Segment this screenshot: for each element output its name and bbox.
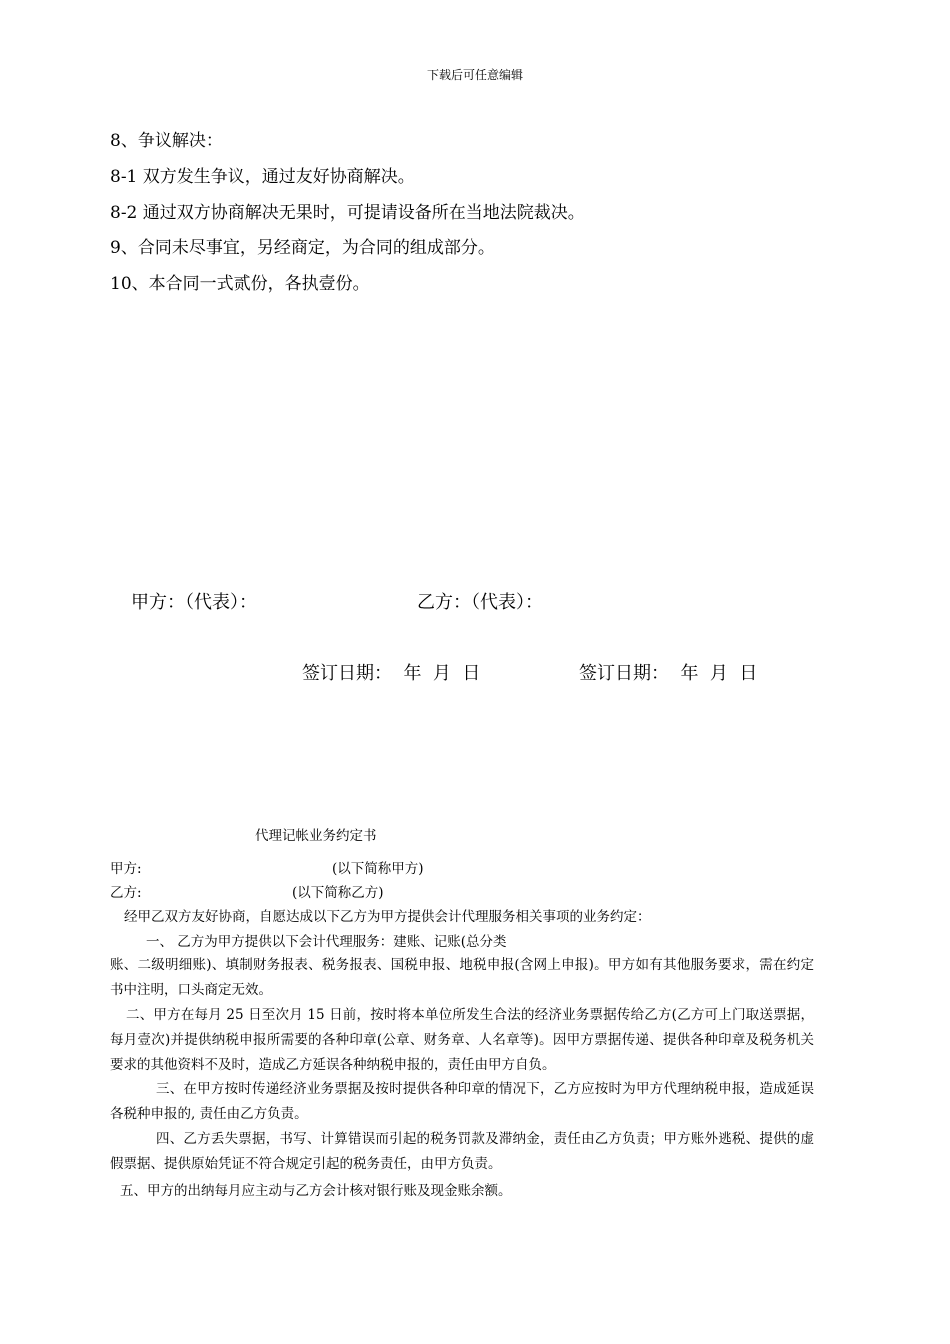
clause-9: 9、合同未尽事宜，另经商定，为合同的组成部分。	[110, 238, 495, 258]
agreement-item-1-first-line: 一、 乙方为甲方提供以下会计代理服务：建账、记账(总分类	[146, 934, 507, 950]
agreement-item-3: 三、在甲方按时传递经济业务票据及按时提供各种印章的情况下，乙方应按时为甲方代理纳税申报，造成延误各税种申报的, 责任由乙方负责。	[110, 1081, 814, 1122]
agreement-item-5: 五、甲方的出纳每月应主动与乙方会计核对银行账及现金账余额。	[120, 1183, 512, 1199]
agreement-party-a-note: (以下简称甲方)	[332, 861, 424, 877]
clause-8: 8、争议解决：	[110, 131, 223, 151]
agreement-party-a-label: 甲方:	[110, 861, 142, 877]
party-b-signature-label: 乙方：（代表）：	[417, 592, 543, 613]
agreement-party-b-note: (以下简称乙方)	[292, 885, 384, 901]
agreement-item-1-continued: 账、二级明细账)、填制财务报表、税务报表、国税申报、地税申报(含网上申报)。甲方如有其他服务要求，需在约定书中注明，口头商定无效。	[110, 957, 814, 998]
clause-10: 10、本合同一式贰份，各执壹份。	[110, 274, 370, 294]
party-a-sign-date: 签订日期： 年 月 日	[302, 663, 481, 684]
party-b-sign-date: 签订日期： 年 月 日	[579, 663, 758, 684]
page-header: 下载后可任意编辑	[426, 68, 523, 82]
agreement-item-4: 四、乙方丢失票据，书写、计算错误而引起的税务罚款及滞纳金，责任由乙方负责；甲方账外逃税、提供的虚假票据、提供原始凭证不符合规定引起的税务责任，由甲方负责。	[110, 1131, 814, 1172]
agreement-party-b-label: 乙方:	[110, 885, 142, 901]
clause-8-1: 8-1 双方发生争议，通过友好协商解决。	[110, 167, 415, 187]
party-a-signature-label: 甲方：（代表）：	[131, 592, 257, 613]
agreement-title: 代理记帐业务约定书	[255, 828, 377, 844]
agreement-intro: 经甲乙双方友好协商，自愿达成以下乙方为甲方提供会计代理服务相关事项的业务约定：	[124, 909, 651, 925]
clause-8-2: 8-2 通过双方协商解决无果时，可提请设备所在当地法院裁决。	[110, 203, 585, 223]
agreement-item-2: 二、甲方在每月 25 日至次月 15 日前，按时将本单位所发生合法的经济业务票据传给乙方(乙方可上门取送票据，每月壹次)并提供纳税申报所需要的各种印章(公章、财务章、人名章等)。因甲方票据传递、提供各种印章及税务机关要求的其他资料不及时，造成乙方延误各种纳税申报的，责任由甲方自负。	[110, 1007, 814, 1073]
